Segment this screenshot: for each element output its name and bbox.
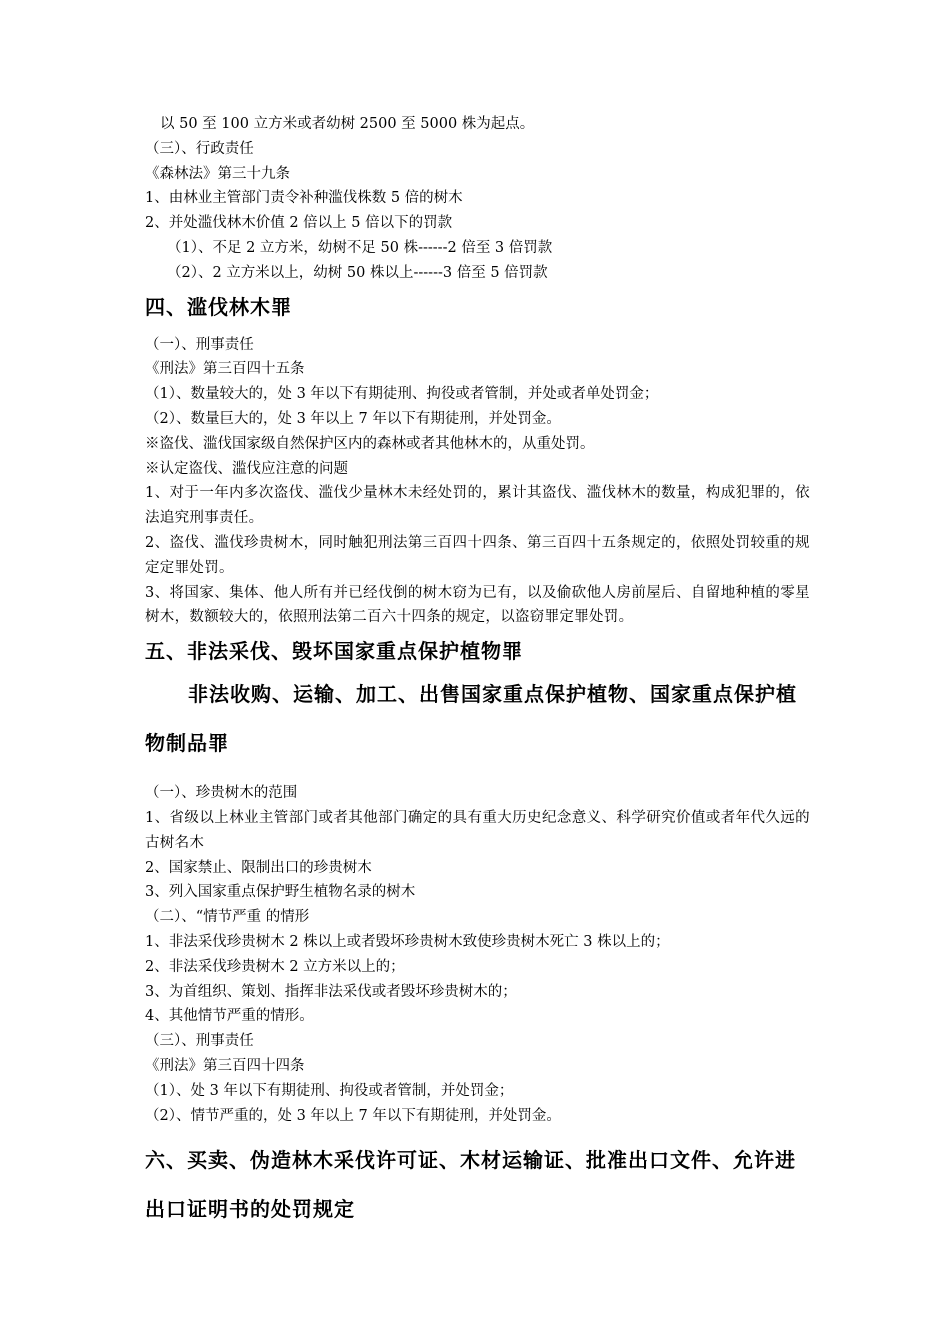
list-item: （1）、处 3 年以下有期徒刑、拘役或者管制，并处罚金； [145, 1082, 514, 1099]
section-label: （三）、行政责任 [145, 140, 254, 157]
note-line: ※认定盗伐、滥伐应注意的问题 [145, 460, 348, 477]
list-item: 2、非法采伐珍贵树木 2 立方米以上的； [145, 958, 405, 975]
section-label: （二）、“情节严重 的情形 [145, 909, 310, 926]
law-article: 《刑法》第三百四十五条 [145, 361, 305, 378]
list-item: 1、由林业主管部门责令补种滥伐株数 5 倍的树木 [145, 190, 463, 207]
section-label: （一）、珍贵树木的范围 [145, 785, 298, 802]
section-heading: 四、滥伐林木罪 [145, 294, 292, 319]
section-heading-continued: 非法收购、运输、加工、出售国家重点保护植物、国家重点保护植物制品罪 [145, 682, 797, 756]
list-item: （2）、情节严重的，处 3 年以上 7 年以下有期徒刑，并处罚金。 [145, 1107, 561, 1124]
sub-list-item: （2）、2 立方米以上，幼树 50 株以上------3 倍至 5 倍罚款 [167, 264, 548, 281]
law-article: 《森林法》第三十九条 [145, 165, 290, 182]
list-item: 1、非法采伐珍贵树木 2 株以上或者毁坏珍贵树木致使珍贵树木死亡 3 株以上的； [145, 933, 670, 950]
section-label: （一）、刑事责任 [145, 336, 254, 353]
law-article: 《刑法》第三百四十四条 [145, 1057, 305, 1074]
list-item: 3、列入国家重点保护野生植物名录的树木 [145, 884, 416, 901]
list-item: 3、为首组织、策划、指挥非法采伐或者毁坏珍贵树木的； [145, 983, 517, 1000]
section-label: （三）、刑事责任 [145, 1033, 254, 1050]
paragraph: 1、省级以上林业主管部门或者其他部门确定的具有重大历史纪念意义、科学研究价值或者年代久远的古树名木 [145, 809, 810, 851]
list-item: 2、国家禁止、限制出口的珍贵树木 [145, 859, 372, 876]
paragraph: 1、对于一年内多次盗伐、滥伐少量林木未经处罚的，累计其盗伐、滥伐林木的数量，构成犯罪的，依法追究刑事责任。 [145, 485, 810, 527]
sub-list-item: （1）、不足 2 立方米，幼树不足 50 株------2 倍至 3 倍罚款 [167, 239, 553, 256]
section-heading: 六、买卖、伪造林木采伐许可证、木材运输证、批准出口文件、允许进出口证明书的处罚规定 [145, 1148, 796, 1222]
paragraph: 2、盗伐、滥伐珍贵树木，同时触犯刑法第三百四十四条、第三百四十五条规定的，依照处罚较重的规定定罪处罚。 [145, 534, 810, 576]
document-page [145, 112, 810, 1234]
section-heading: 五、非法采伐、毁坏国家重点保护植物罪 [145, 639, 523, 664]
list-item: 2、并处滥伐林木价值 2 倍以上 5 倍以下的罚款 [145, 215, 453, 232]
paragraph: 3、将国家、集体、他人所有并已经伐倒的树木窃为已有，以及偷砍他人房前屋后、自留地种植的零星树木，数额较大的，依照刑法第二百六十四条的规定，以盗窃罪定罪处罚。 [145, 584, 810, 626]
text-line: 以 50 至 100 立方米或者幼树 2500 至 5000 株为起点。 [160, 116, 535, 132]
list-item: 4、其他情节严重的情形。 [145, 1008, 314, 1025]
list-item: （2）、数量巨大的，处 3 年以上 7 年以下有期徒刑，并处罚金。 [145, 410, 561, 427]
note-line: ※盗伐、滥伐国家级自然保护区内的森林或者其他林木的，从重处罚。 [145, 435, 595, 452]
list-item: （1）、数量较大的，处 3 年以下有期徒刑、拘役或者管制，并处或者单处罚金； [145, 386, 659, 403]
